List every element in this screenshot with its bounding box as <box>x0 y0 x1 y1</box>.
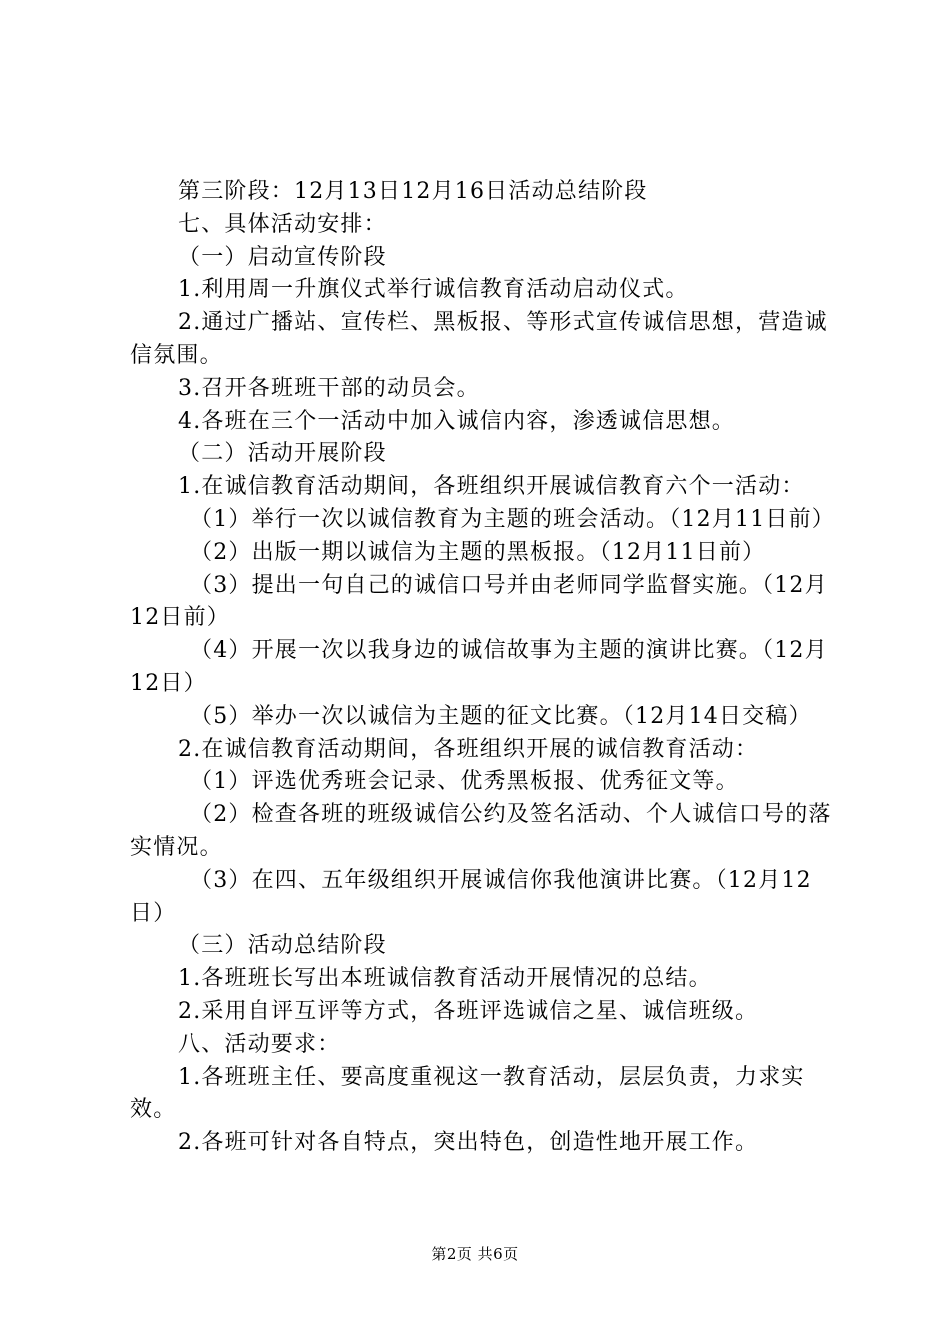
paragraph: 1.各班班长写出本班诚信教育活动开展情况的总结。 <box>178 966 712 992</box>
page-footer: 第2页 共6页 <box>431 1245 519 1263</box>
paragraph: 2.在诚信教育活动期间，各班组织开展的诚信教育活动： <box>178 736 759 762</box>
paragraph: （三）活动总结阶段 <box>178 933 387 959</box>
paragraph: 八、活动要求： <box>178 1031 341 1057</box>
paragraph: （2）检查各班的班级诚信公约及签名活动、个人诚信口号的落实情况。 <box>130 802 832 860</box>
paragraph: 1.各班班主任、要高度重视这一教育活动，层层负责，力求实效。 <box>130 1064 805 1123</box>
paragraph: （5）举办一次以诚信为主题的征文比赛。（12月14日交稿） <box>190 703 812 729</box>
paragraph: 1.在诚信教育活动期间，各班组织开展诚信教育六个一活动： <box>178 474 805 500</box>
paragraph: 2.各班可针对各自特点，突出特色，创造性地开展工作。 <box>178 1130 759 1156</box>
paragraph: 2.采用自评互评等方式，各班评选诚信之星、诚信班级。 <box>178 998 759 1024</box>
paragraph: （1）举行一次以诚信教育为主题的班会活动。（12月11日前） <box>190 506 835 532</box>
paragraph: （3）提出一句自己的诚信口号并由老师同学监督实施。（12月12日前） <box>130 572 828 631</box>
paragraph: （二）活动开展阶段 <box>178 441 387 467</box>
paragraph: 七、具体活动安排： <box>178 211 387 237</box>
paragraph: 1.利用周一升旗仪式举行诚信教育活动启动仪式。 <box>178 277 689 303</box>
paragraph: 第三阶段：12月13日12月16日活动总结阶段 <box>178 179 648 204</box>
paragraph: （3）在四、五年级组织开展诚信你我他演讲比赛。（12月12日） <box>130 867 812 926</box>
paragraph: （4）开展一次以我身边的诚信故事为主题的演讲比赛。（12月12日） <box>130 638 828 696</box>
document-body <box>130 176 835 1160</box>
paragraph: 3.召开各班班干部的动员会。 <box>178 375 480 401</box>
paragraph: （一）启动宣传阶段 <box>178 244 387 270</box>
paragraph: （1）评选优秀班会记录、优秀黑板报、优秀征文等。 <box>190 769 739 795</box>
paragraph: 2.通过广播站、宣传栏、黑板报、等形式宣传诚信思想，营造诚信氛围。 <box>130 310 828 368</box>
paragraph: 4.各班在三个一活动中加入诚信内容，渗透诚信思想。 <box>178 408 735 434</box>
paragraph: （2）出版一期以诚信为主题的黑板报。（12月11日前） <box>190 539 766 565</box>
